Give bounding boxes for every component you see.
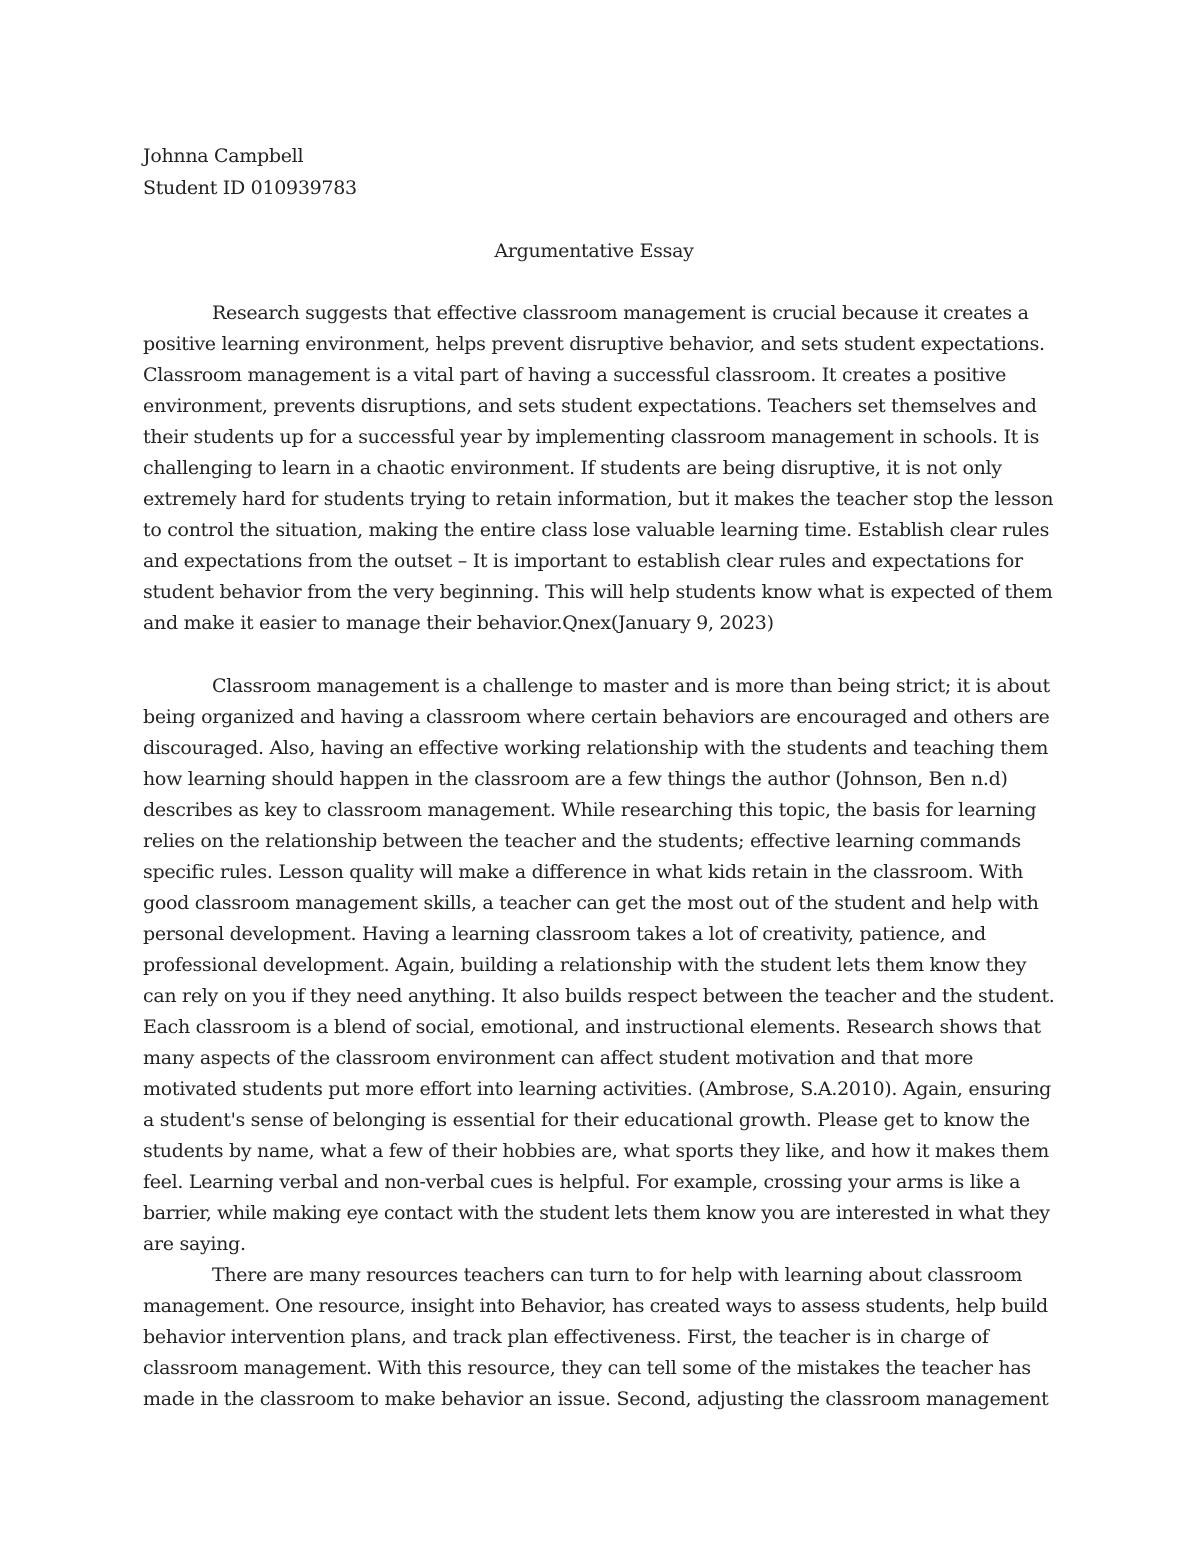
paragraph-line: made in the classroom to make behavior an issue. Second, adjusting the classroom management	[143, 1388, 1049, 1410]
paragraph-line: professional development. Again, building a relationship with the student lets them know they	[143, 954, 1027, 976]
paragraph-line: personal development. Having a learning classroom takes a lot of creativity, patience, and	[143, 923, 986, 945]
student-id: Student ID 010939783	[143, 177, 357, 199]
paragraph-line: Classroom management is a challenge to master and is more than being strict; it is about	[212, 675, 1050, 697]
paragraph-line: Classroom management is a vital part of having a successful classroom. It creates a positive	[143, 364, 1007, 386]
paragraph-line: to control the situation, making the entire class lose valuable learning time. Establish clear rules	[143, 519, 1050, 541]
paragraph-line: can rely on you if they need anything. It also builds respect between the teacher and the student.	[143, 985, 1055, 1007]
paragraph-line: relies on the relationship between the teacher and the students; effective learning commands	[143, 830, 1021, 852]
paragraph-line: barrier, while making eye contact with the student lets them know you are interested in what they	[143, 1202, 1050, 1224]
paragraph-line: Each classroom is a blend of social, emotional, and instructional elements. Research shows that	[143, 1016, 1041, 1038]
paragraph-line: specific rules. Lesson quality will make a difference in what kids retain in the classroom. With	[143, 861, 1024, 883]
paragraph-line: management. One resource, insight into Behavior, has created ways to assess students, help build	[143, 1295, 1048, 1317]
paragraph-line: Research suggests that effective classroom management is crucial because it creates a	[212, 302, 1029, 324]
paragraph-line: There are many resources teachers can turn to for help with learning about classroom	[212, 1264, 1023, 1286]
essay-title: Argumentative Essay	[494, 240, 694, 262]
paragraph-line: how learning should happen in the classroom are a few things the author (Johnson, Ben n.d)	[143, 768, 1008, 790]
paragraph-line: feel. Learning verbal and non-verbal cues is helpful. For example, crossing your arms is like a	[143, 1171, 1021, 1193]
paragraph-line: motivated students put more effort into learning activities. (Ambrose, S.A.2010). Again, ensuring	[143, 1078, 1052, 1100]
paragraph-line: positive learning environment, helps prevent disruptive behavior, and sets student expectations.	[143, 333, 1045, 355]
paragraph-line: and expectations from the outset – It is important to establish clear rules and expectations for	[143, 550, 1023, 572]
paragraph-line: are saying.	[143, 1233, 246, 1255]
paragraph-line: describes as key to classroom management. While researching this topic, the basis for learning	[143, 799, 1037, 821]
paragraph-line: being organized and having a classroom where certain behaviors are encouraged and others are	[143, 706, 1050, 728]
paragraph-line: challenging to learn in a chaotic environment. If students are being disruptive, it is not only	[143, 457, 1002, 479]
paragraph-line: their students up for a successful year by implementing classroom management in schools. It is	[143, 426, 1040, 448]
paragraph-line: environment, prevents disruptions, and sets student expectations. Teachers set themselves and	[143, 395, 1037, 417]
paragraph-line: classroom management. With this resource, they can tell some of the mistakes the teacher has	[143, 1357, 1031, 1379]
paragraph-line: behavior intervention plans, and track plan effectiveness. First, the teacher is in charge of	[143, 1326, 989, 1348]
paragraph-line: many aspects of the classroom environment can affect student motivation and that more	[143, 1047, 974, 1069]
paragraph-line: and make it easier to manage their behavior.Qnex(January 9, 2023)	[143, 612, 774, 634]
paragraph-line: discouraged. Also, having an effective working relationship with the students and teaching them	[143, 737, 1049, 759]
paragraph-line: students by name, what a few of their hobbies are, what sports they like, and how it makes them	[143, 1140, 1049, 1162]
paragraph-line: a student's sense of belonging is essential for their educational growth. Please get to know the	[143, 1109, 1030, 1131]
paragraph-line: student behavior from the very beginning. This will help students know what is expected of them	[143, 581, 1053, 603]
paragraph-line: extremely hard for students trying to retain information, but it makes the teacher stop the lesson	[143, 488, 1054, 510]
paragraph-line: good classroom management skills, a teacher can get the most out of the student and help with	[143, 892, 1039, 914]
author-name: Johnna Campbell	[143, 145, 304, 167]
